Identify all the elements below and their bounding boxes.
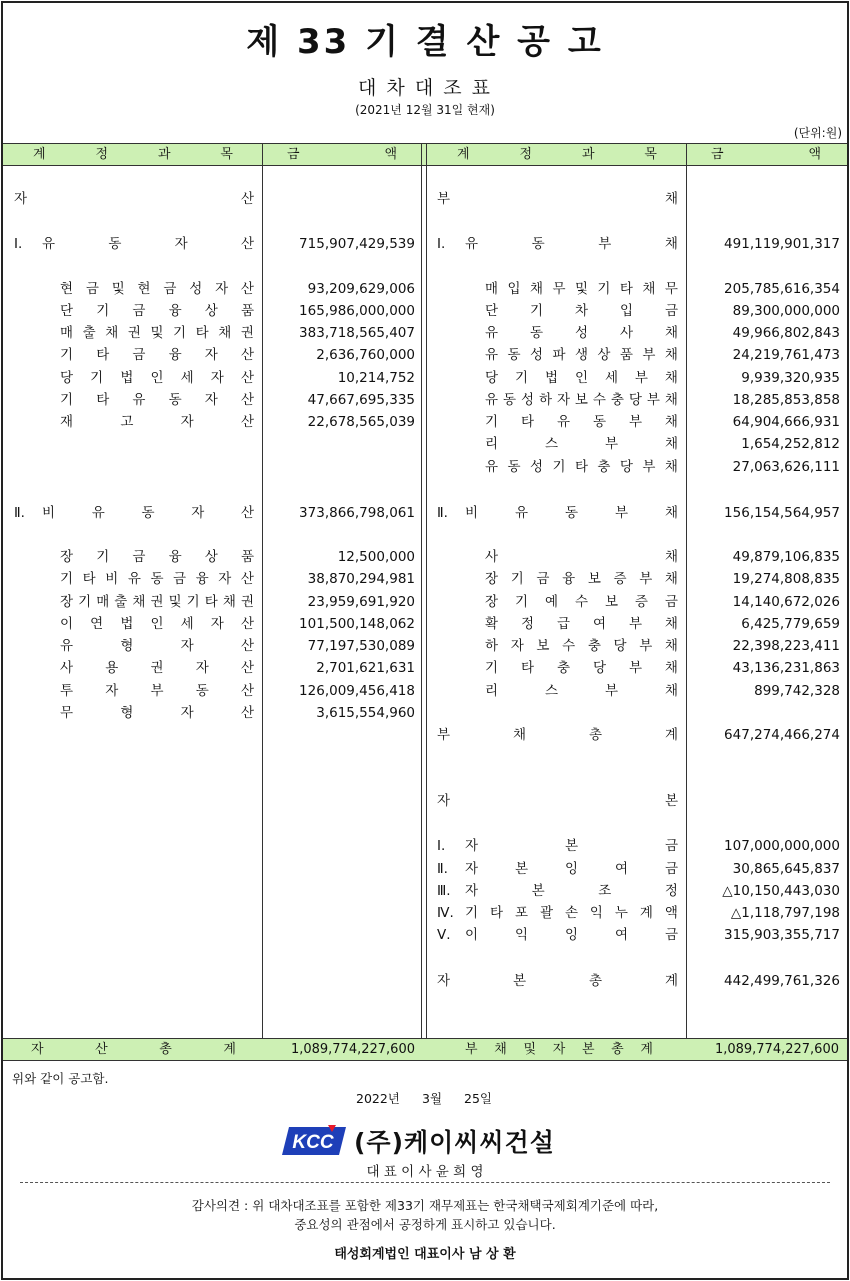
- account-label: 이 연 법 인 세 자 산: [60, 616, 254, 632]
- account-amount: 30,865,645,837: [732, 861, 840, 877]
- account-amount: 373,866,798,061: [299, 505, 415, 521]
- account-amount: 77,197,530,089: [307, 638, 415, 654]
- account-amount: △10,150,443,030: [722, 883, 840, 899]
- account-amount: 6,425,779,659: [741, 616, 840, 632]
- table-header: [3, 143, 847, 166]
- account-amount: 10,214,752: [337, 370, 415, 386]
- account-amount: 899,742,328: [754, 683, 840, 699]
- account-label: 이 익 잉 여 금: [465, 927, 678, 943]
- auditor-name: 태성회계법인 대표이사 남 상 환: [334, 1247, 516, 1262]
- account-label: 유 동 부 채: [465, 236, 678, 252]
- account-amount: 1,654,252,812: [741, 436, 840, 452]
- account-label: 유 동 성 하 자 보 수 충 당 부 채: [485, 392, 678, 408]
- account-amount: 89,300,000,000: [732, 303, 840, 319]
- totals-row: [3, 1038, 847, 1061]
- account-label: 유 동 성 파 생 상 품 부 채: [485, 347, 678, 363]
- account-amount: 49,879,106,835: [732, 549, 840, 565]
- account-label: 유 동 성 사 채: [485, 325, 678, 341]
- account-label: 자 산: [14, 191, 254, 207]
- account-label: 부 채 총 계: [437, 727, 678, 743]
- account-label: 무 형 자 산: [60, 705, 254, 721]
- notice-year: 2022년: [356, 1091, 400, 1106]
- account-label: 기 타 충 당 부 채: [485, 660, 678, 676]
- account-amount: 647,274,466,274: [724, 727, 840, 743]
- account-label: 장 기 매 출 채 권 및 기 타 채 권: [60, 594, 254, 610]
- account-label: 기 타 유 동 부 채: [485, 414, 678, 430]
- total-assets-label: 자 산 총 계: [31, 1042, 236, 1057]
- account-label: 하 자 보 수 충 당 부 채: [485, 638, 678, 654]
- account-amount: 12,500,000: [337, 549, 415, 565]
- account-amount: 49,966,802,843: [732, 325, 840, 341]
- account-label: 리 스 부 채: [485, 436, 678, 452]
- account-amount: 165,986,000,000: [299, 303, 415, 319]
- account-amount: 93,209,629,006: [307, 281, 415, 297]
- account-amount: 9,939,320,935: [741, 370, 840, 386]
- account-amount: 64,904,666,931: [732, 414, 840, 430]
- roman-numeral: Ⅰ.: [437, 236, 446, 252]
- account-amount: 24,219,761,473: [732, 347, 840, 363]
- account-label: 사 용 권 자 산: [60, 660, 254, 676]
- audit-opinion-line2: 중요성의 관점에서 공정하게 표시하고 있습니다.: [294, 1217, 556, 1232]
- kcc-logo: [282, 1125, 346, 1155]
- account-amount: 22,398,223,411: [732, 638, 840, 654]
- account-amount: 22,678,565,039: [307, 414, 415, 430]
- roman-numeral: Ⅲ.: [437, 883, 451, 899]
- company-name: (주)케이씨씨건설: [354, 1128, 555, 1157]
- account-label: 기 타 비 유 동 금 융 자 산: [60, 571, 254, 587]
- account-amount: 2,701,621,631: [316, 660, 415, 676]
- statement-date: (2021년 12월 31일 현재): [355, 103, 495, 117]
- account-label: 자 본: [437, 793, 678, 809]
- account-amount: 19,274,808,835: [732, 571, 840, 587]
- account-label: 단 기 금 융 상 품: [60, 303, 254, 319]
- account-label: 비 유 동 부 채: [465, 505, 678, 521]
- notice-text: 위와 같이 공고함.: [12, 1071, 109, 1086]
- account-amount: 156,154,564,957: [724, 505, 840, 521]
- roman-numeral: Ⅳ.: [437, 905, 454, 921]
- total-liabilities-equity-label: 부 채 및 자 본 총 계: [465, 1042, 653, 1057]
- account-label: 매 출 채 권 및 기 타 채 권: [60, 325, 254, 341]
- account-amount: 205,785,616,354: [724, 281, 840, 297]
- account-amount: 47,667,695,335: [307, 392, 415, 408]
- account-label: 부 채: [437, 191, 678, 207]
- notice-day: 25일: [464, 1091, 492, 1106]
- header-amount-right: 금 액: [711, 147, 821, 162]
- roman-numeral: Ⅴ.: [437, 927, 451, 943]
- notice-month: 3월: [422, 1091, 443, 1106]
- column-divider: [421, 143, 422, 1061]
- roman-numeral: Ⅱ.: [437, 505, 448, 521]
- account-amount: △1,118,797,198: [730, 905, 840, 921]
- roman-numeral: Ⅱ.: [14, 505, 25, 521]
- account-amount: 383,718,565,407: [299, 325, 415, 341]
- account-amount: 14,140,672,026: [732, 594, 840, 610]
- account-amount: 442,499,761,326: [724, 973, 840, 989]
- unit-label: (단위:원): [793, 126, 842, 140]
- roman-numeral: Ⅱ.: [437, 861, 448, 877]
- total-assets-amount: 1,089,774,227,600: [290, 1042, 415, 1057]
- account-amount: 101,500,148,062: [299, 616, 415, 632]
- account-label: 자 본 금: [465, 838, 678, 854]
- account-label: 당 기 법 인 세 부 채: [485, 370, 678, 386]
- header-account-right: 계 정 과 목: [457, 147, 657, 162]
- account-label: 비 유 동 자 산: [42, 505, 254, 521]
- account-amount: 126,009,456,418: [299, 683, 415, 699]
- account-label: 기 타 금 융 자 산: [60, 347, 254, 363]
- svg-text:KCC: KCC: [292, 1132, 334, 1153]
- account-label: 재 고 자 산: [60, 414, 254, 430]
- column-divider: [426, 143, 427, 1061]
- account-label: 유 형 자 산: [60, 638, 254, 654]
- header-account-left: 계 정 과 목: [33, 147, 233, 162]
- account-label: 사 채: [485, 549, 678, 565]
- dashed-divider: [20, 1182, 830, 1183]
- account-amount: 18,285,853,858: [732, 392, 840, 408]
- account-amount: 491,119,901,317: [724, 236, 840, 252]
- account-label: 리 스 부 채: [485, 683, 678, 699]
- total-liabilities-equity-amount: 1,089,774,227,600: [714, 1042, 839, 1057]
- account-label: 자 본 잉 여 금: [465, 861, 678, 877]
- roman-numeral: Ⅰ.: [437, 838, 446, 854]
- account-amount: 43,136,231,863: [732, 660, 840, 676]
- account-label: 단 기 차 입 금: [485, 303, 678, 319]
- account-label: 당 기 법 인 세 자 산: [60, 370, 254, 386]
- account-label: 기 타 포 괄 손 익 누 계 액: [465, 905, 678, 921]
- account-label: 유 동 자 산: [42, 236, 254, 252]
- account-amount: 2,636,760,000: [316, 347, 415, 363]
- statement-title: 대 차 대 조 표: [358, 77, 492, 99]
- account-label: 자 본 총 계: [437, 973, 678, 989]
- account-label: 확 정 급 여 부 채: [485, 616, 678, 632]
- ceo-name: 대 표 이 사 윤 희 영: [366, 1164, 484, 1180]
- notice-title: 제 33 기 결 산 공 고: [246, 22, 604, 62]
- audit-opinion-line1: 감사의견 : 위 대차대조표를 포함한 제33기 재무제표는 한국채택국제회계기준에 따라,: [191, 1198, 659, 1213]
- account-amount: 107,000,000,000: [724, 838, 840, 854]
- account-amount: 38,870,294,981: [307, 571, 415, 587]
- account-label: 장 기 금 융 상 품: [60, 549, 254, 565]
- roman-numeral: Ⅰ.: [14, 236, 23, 252]
- account-label: 장 기 예 수 보 증 금: [485, 594, 678, 610]
- account-label: 유 동 성 기 타 충 당 부 채: [485, 459, 678, 475]
- account-amount: 23,959,691,920: [307, 594, 415, 610]
- account-label: 기 타 유 동 자 산: [60, 392, 254, 408]
- header-amount-left: 금 액: [287, 147, 397, 162]
- account-amount: 715,907,429,539: [299, 236, 415, 252]
- account-label: 매 입 채 무 및 기 타 채 무: [485, 281, 678, 297]
- account-label: 자 본 조 정: [465, 883, 678, 899]
- account-label: 장 기 금 융 보 증 부 채: [485, 571, 678, 587]
- account-label: 현 금 및 현 금 성 자 산: [60, 281, 254, 297]
- account-amount: 27,063,626,111: [732, 459, 840, 475]
- account-label: 투 자 부 동 산: [60, 683, 254, 699]
- account-amount: 3,615,554,960: [316, 705, 415, 721]
- account-amount: 315,903,355,717: [724, 927, 840, 943]
